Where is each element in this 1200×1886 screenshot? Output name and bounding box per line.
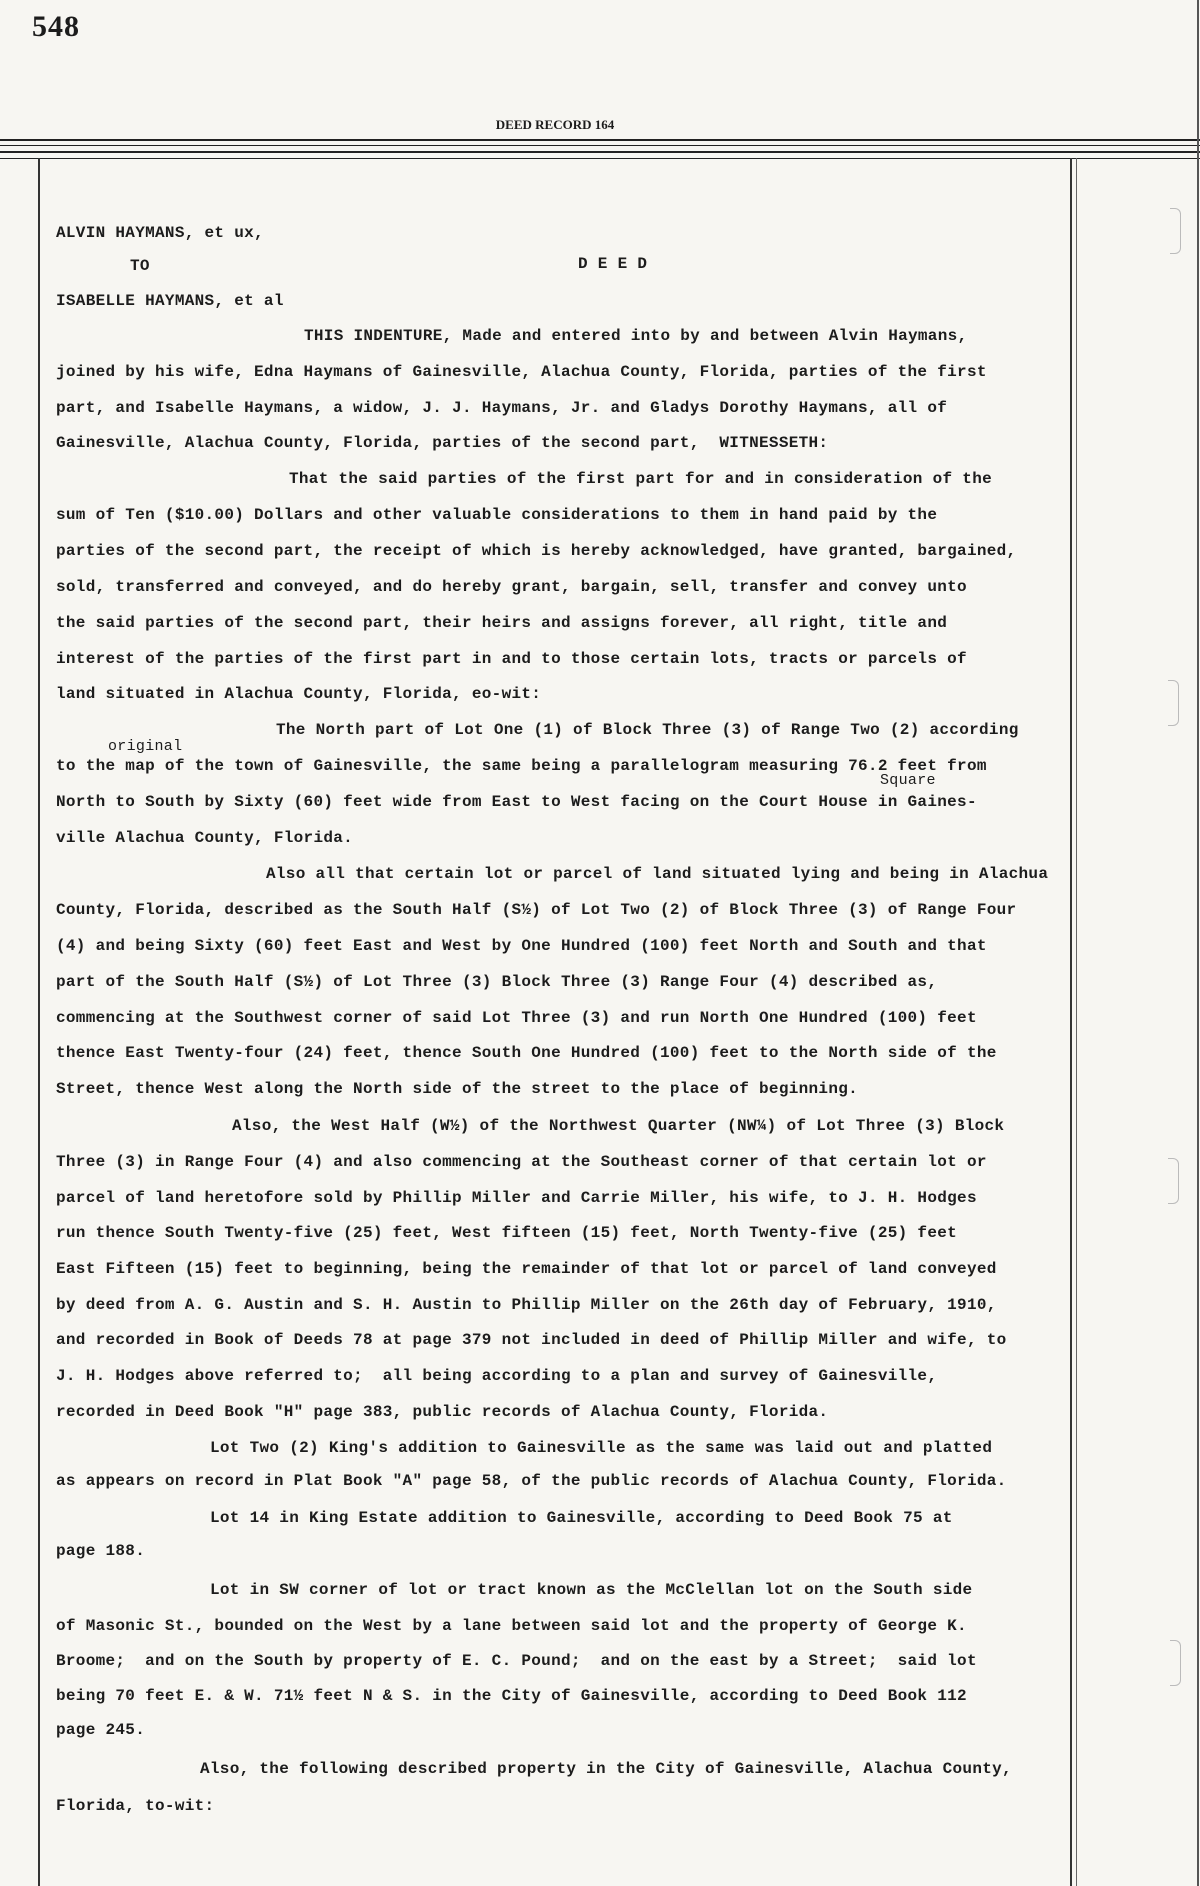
- deed-text-line: sum of Ten ($10.00) Dollars and other valuable considerations to them in hand paid by the: [56, 506, 938, 524]
- instrument-title: D E E D: [578, 255, 648, 273]
- binding-mark: [1170, 1640, 1181, 1686]
- deed-text-line: Gainesville, Alachua County, Florida, parties of the second part, WITNESSETH:: [56, 434, 829, 452]
- deed-text-line: the said parties of the second part, their heirs and assigns forever, all right, title and: [56, 614, 948, 632]
- deed-text-line: commencing at the Southwest corner of said Lot Three (3) and run North One Hundred (100) feet: [56, 1009, 977, 1027]
- left-margin-line: [38, 158, 40, 1886]
- deed-text-line: parcel of land heretofore sold by Phillip Miller and Carrie Miller, his wife, to J. H. Hodges: [56, 1189, 977, 1207]
- deed-text-line: Three (3) in Range Four (4) and also commencing at the Southeast corner of that certain lot or: [56, 1153, 987, 1171]
- right-margin-line: [1070, 158, 1072, 1886]
- deed-text-line: joined by his wife, Edna Haymans of Gainesville, Alachua County, Florida, parties of the first: [56, 363, 987, 381]
- deed-text-line: of Masonic St., bounded on the West by a lane between said lot and the property of George K.: [56, 1617, 967, 1635]
- header-rule: [0, 158, 1200, 159]
- deed-text-line: page 245.: [56, 1721, 146, 1739]
- grantee-name: ISABELLE HAYMANS, et al: [56, 292, 284, 310]
- deed-text-line: recorded in Deed Book "H" page 383, public records of Alachua County, Florida.: [56, 1403, 829, 1421]
- deed-text-line: by deed from A. G. Austin and S. H. Austin to Phillip Miller on the 26th day of February, 1910,: [56, 1296, 997, 1314]
- deed-text-line: land situated in Alachua County, Florida, eo-wit:: [56, 685, 542, 703]
- deed-text-line: as appears on record in Plat Book "A" page 58, of the public records of Alachua County, Florida.: [56, 1472, 1007, 1490]
- deed-text-line: That the said parties of the first part for and in consideration of the: [289, 470, 993, 488]
- deed-text-line: Lot Two (2) King's addition to Gainesville as the same was laid out and platted: [210, 1439, 993, 1457]
- page-edge-line: [1197, 0, 1199, 1886]
- deed-text-line: part, and Isabelle Haymans, a widow, J. J. Haymans, Jr. and Gladys Dorothy Haymans, all of: [56, 399, 948, 417]
- deed-text-line: Lot in SW corner of lot or tract known as the McClellan lot on the South side: [210, 1581, 973, 1599]
- page-number: 548: [32, 10, 80, 43]
- binding-mark: [1170, 208, 1181, 254]
- deed-text-line: Also all that certain lot or parcel of land situated lying and being in Alachua: [266, 865, 1049, 883]
- deed-text-line: Also, the following described property in the City of Gainesville, Alachua County,: [200, 1760, 1012, 1778]
- deed-text-line: being 70 feet E. & W. 71½ feet N & S. in the City of Gainesville, according to Deed Book 112: [56, 1687, 967, 1705]
- deed-text-line: J. H. Hodges above referred to; all being according to a plan and survey of Gainesville,: [56, 1367, 938, 1385]
- deed-text-line: page 188.: [56, 1542, 146, 1560]
- binding-mark: [1168, 1158, 1179, 1204]
- header-rule: [0, 139, 1200, 141]
- header-rule: [0, 151, 1200, 153]
- caption-to: TO: [130, 257, 150, 275]
- deed-text-line: East Fifteen (15) feet to beginning, being the remainder of that lot or parcel of land conveyed: [56, 1260, 997, 1278]
- deed-text-line: County, Florida, described as the South Half (S½) of Lot Two (2) of Block Three (3) of Range Four: [56, 901, 1017, 919]
- header-rule: [0, 145, 1200, 146]
- deed-text-line: The North part of Lot One (1) of Block Three (3) of Range Two (2) according: [276, 721, 1019, 739]
- grantor-name: ALVIN HAYMANS, et ux,: [56, 224, 264, 242]
- deed-text-line: interest of the parties of the first part in and to those certain lots, tracts or parcels of: [56, 650, 967, 668]
- deed-text-line: Street, thence West along the North side of the street to the place of beginning.: [56, 1080, 859, 1098]
- interlineation: Square: [880, 772, 936, 789]
- deed-text-line: to the map of the town of Gainesville, the same being a parallelogram measuring 76.2 feet from: [56, 757, 987, 775]
- binding-mark: [1168, 680, 1179, 726]
- deed-text-line: Florida, to-wit:: [56, 1797, 215, 1815]
- deed-text-line: THIS INDENTURE, Made and entered into by and between Alvin Haymans,: [304, 327, 968, 345]
- right-margin-line: [1076, 158, 1077, 1886]
- deed-text-line: and recorded in Book of Deeds 78 at page 379 not included in deed of Phillip Miller and wife, to: [56, 1331, 1007, 1349]
- deed-text-line: run thence South Twenty-five (25) feet, West fifteen (15) feet, North Twenty-five (25) feet: [56, 1224, 958, 1242]
- deed-text-line: Broome; and on the South by property of E. C. Pound; and on the east by a Street; said lot: [56, 1652, 977, 1670]
- deed-text-line: ville Alachua County, Florida.: [56, 829, 354, 847]
- interlineation: original: [108, 738, 183, 755]
- deed-text-line: thence East Twenty-four (24) feet, thence South One Hundred (100) feet to the North side of the: [56, 1044, 997, 1062]
- deed-text-line: sold, transferred and conveyed, and do hereby grant, bargain, sell, transfer and convey unto: [56, 578, 967, 596]
- deed-text-line: North to South by Sixty (60) feet wide from East to West facing on the Court House in Gaines-: [56, 793, 977, 811]
- deed-text-line: (4) and being Sixty (60) feet East and West by One Hundred (100) feet North and South and that: [56, 937, 987, 955]
- deed-text-line: part of the South Half (S½) of Lot Three (3) Block Three (3) Range Four (4) described as,: [56, 973, 938, 991]
- deed-record-header: DEED RECORD 164: [495, 117, 615, 132]
- deed-text-line: parties of the second part, the receipt of which is hereby acknowledged, have granted, bargained,: [56, 542, 1017, 560]
- deed-text-line: Also, the West Half (W½) of the Northwest Quarter (NW¼) of Lot Three (3) Block: [232, 1117, 1005, 1135]
- deed-text-line: Lot 14 in King Estate addition to Gainesville, according to Deed Book 75 at: [210, 1509, 953, 1527]
